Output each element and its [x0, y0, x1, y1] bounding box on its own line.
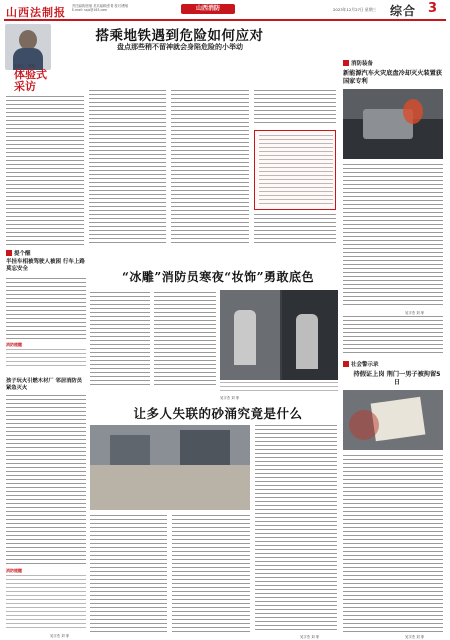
section-label-warning: 社会警示录: [351, 362, 379, 368]
sand-surge-photo: [90, 425, 250, 510]
middle-text-col2: [154, 292, 216, 385]
section-bar-equipment: [343, 60, 443, 67]
equipment-author: 吴宇杰 刘 菲: [405, 311, 425, 315]
firefighters-photo: [220, 290, 338, 380]
reminder-headline: 半挂车相被驾驶人被困 行车上路莫忘安全: [6, 259, 85, 272]
warning-author: 吴宇杰 刘 菲: [405, 635, 425, 639]
page-number: 3: [428, 1, 438, 16]
lead-tip-box: [254, 130, 336, 210]
lead-text-col2: [89, 90, 166, 246]
column-host: 主持人：蔡怡: [14, 64, 35, 68]
fire-story-text: [6, 395, 86, 565]
lead-text-col4: [254, 90, 336, 126]
section-name: 综合: [390, 4, 417, 18]
middle-text-col4: [343, 316, 443, 356]
reminder-box-title: 消防提醒: [6, 342, 22, 347]
fire-box-title: 消防提醒: [6, 568, 22, 573]
section-label-reminder: 提个醒: [14, 251, 31, 257]
warning-text: [343, 455, 443, 633]
issue-date: 2023年12月27日 星期三: [333, 7, 377, 12]
column-title: 体验式采访: [14, 68, 47, 93]
bottom-text-col1: [90, 515, 167, 633]
section-bar-warning: [343, 361, 443, 368]
header-rule: [4, 19, 446, 21]
fire-box-text: [6, 575, 86, 630]
editor-line: 责任编辑/张敏 美术编辑/张菁 校对/曹敏: [72, 4, 129, 8]
bottom-headline: 让多人失联的砂涌究竟是什么: [133, 406, 303, 421]
warning-headline: 持假证上岗 荆门一男子被拘留5日: [353, 371, 441, 386]
lead-text-col3: [171, 90, 249, 246]
equipment-headline: 新能源汽车火灾底盘冷却灭火装置获国家专利: [343, 70, 442, 85]
lead-subheadline: 盘点那些稍不留神就会身陷危险的小举动: [117, 43, 243, 51]
email-line: E-mail: sxjz@163.com: [72, 8, 108, 12]
bottom-author: 吴宇杰 刘 菲: [300, 635, 320, 639]
section-label-equipment: 消防装备: [351, 61, 374, 67]
fire-story-author: 吴宇杰 刘 菲: [50, 634, 70, 638]
column-header: [14, 64, 52, 93]
page-badge: 山西消防: [181, 4, 235, 14]
section-bar-reminder: [6, 250, 86, 257]
lead-headline: 搭乘地铁遇到危险如何应对: [95, 28, 264, 44]
equipment-photo: [343, 89, 443, 159]
lead-text-col1: [6, 96, 84, 246]
bottom-text-col3: [255, 425, 337, 633]
reminder-box-text: [6, 349, 86, 369]
lead-text-col4b: [254, 214, 336, 244]
reminder-text: [6, 278, 86, 340]
bottom-text-col2: [172, 515, 250, 633]
fake-certificate-photo: [343, 390, 443, 450]
middle-headline: “冰雕”消防员寒夜“妆饰”勇敢底色: [121, 270, 315, 284]
fire-story-headline: 孩子玩火引燃木材厂 邻居消防员紧急灭火: [6, 378, 83, 391]
header-meta: [72, 4, 128, 12]
newspaper-logo: 山西法制报: [6, 6, 66, 19]
middle-text-col1: [90, 292, 150, 385]
middle-author: 吴宇杰 刘 菲: [220, 396, 240, 400]
photo-caption: [220, 382, 338, 392]
equipment-text: [343, 164, 443, 308]
